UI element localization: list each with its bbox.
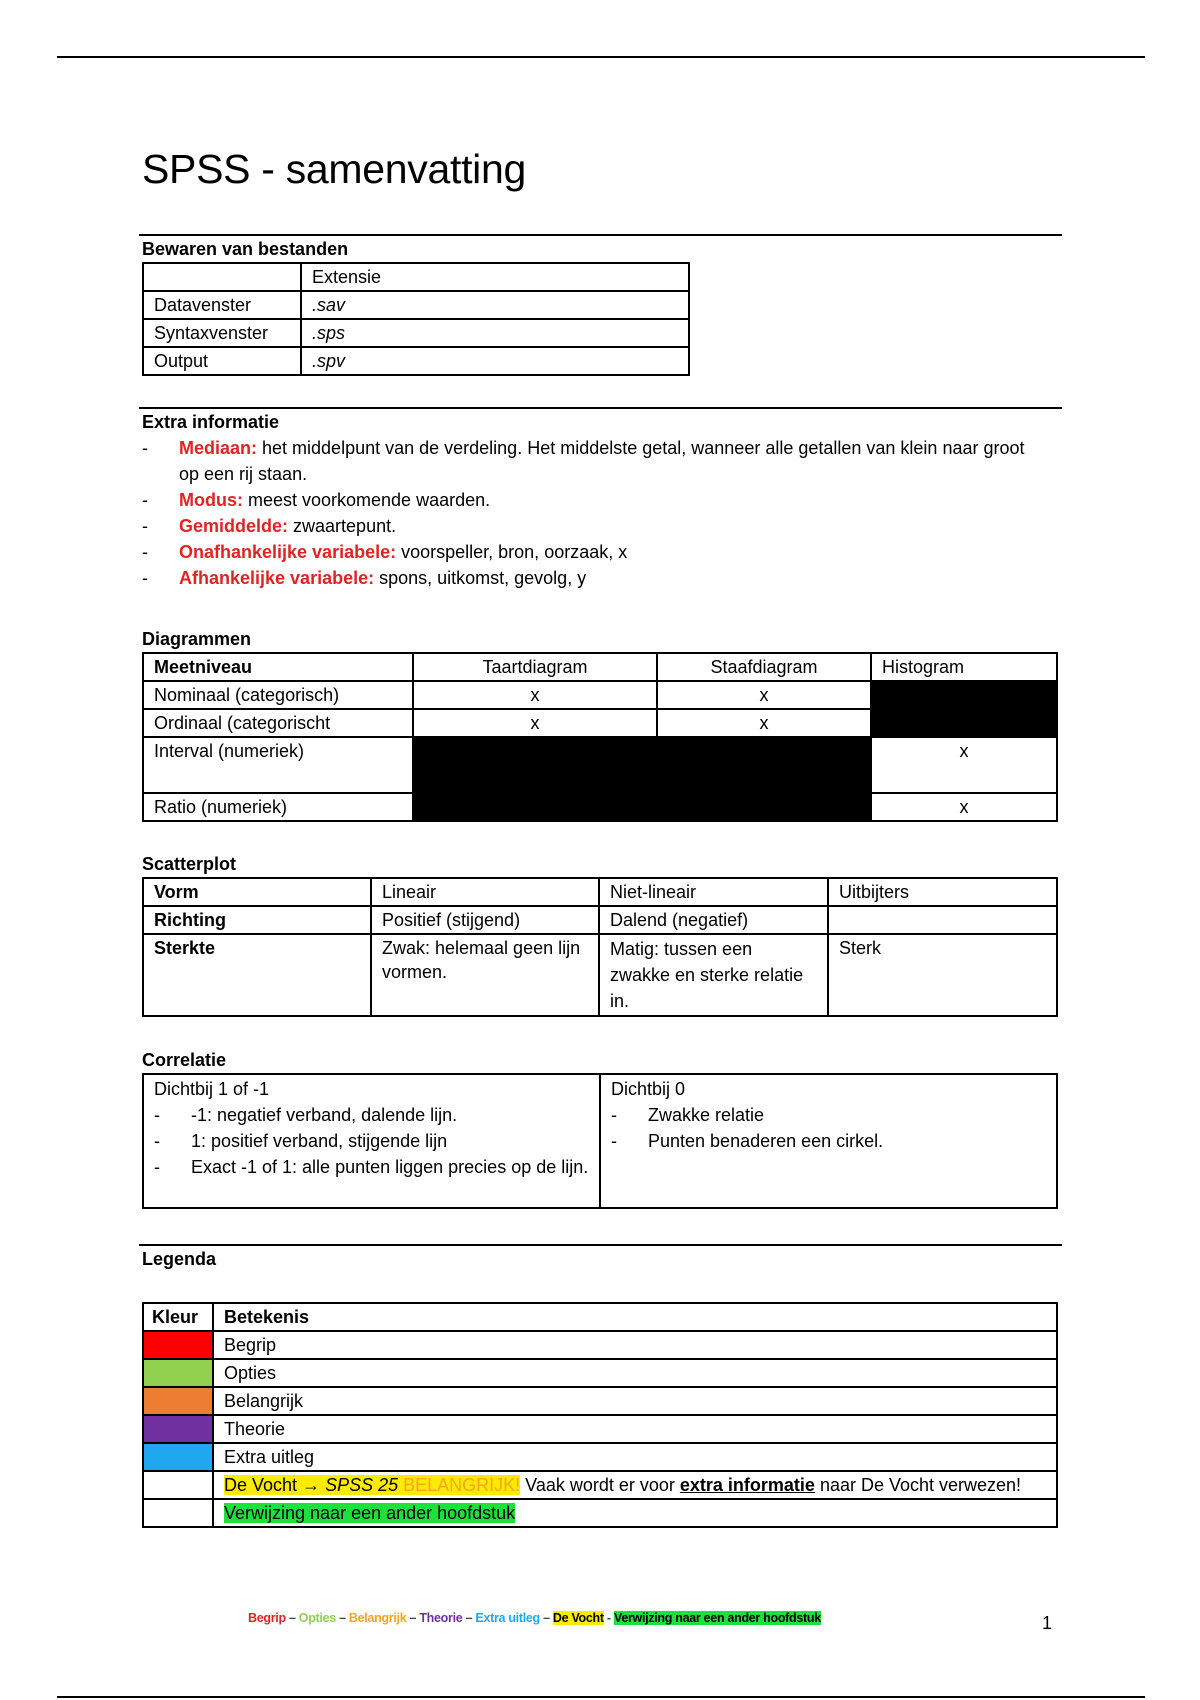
list-item — [142, 435, 1047, 487]
table-row — [143, 1387, 1057, 1415]
list-item — [142, 539, 1047, 565]
list-item — [142, 565, 1047, 591]
table-row — [143, 906, 1057, 934]
table-cell: Begrip — [213, 1331, 1057, 1359]
table-cell: Syntaxvenster — [143, 319, 301, 347]
table-cell: Ratio (numeriek) — [143, 793, 413, 821]
table-header: Extensie — [301, 263, 689, 291]
footer-separator: - — [603, 1611, 614, 1625]
footer-legend — [248, 1611, 918, 1625]
table-cell: Lineair — [371, 878, 599, 906]
footer-item-extra-uitleg: Extra uitleg — [475, 1611, 540, 1625]
table-row — [143, 1499, 1057, 1527]
term-description: spons, uitkomst, gevolg, y — [374, 568, 587, 588]
table-cell — [828, 906, 1057, 934]
table-cell: Vorm — [143, 878, 371, 906]
section-heading: Scatterplot — [142, 854, 237, 874]
cell-heading: Dichtbij 0 — [611, 1079, 686, 1099]
table-header: Meetniveau — [143, 653, 413, 681]
footer-separator: – — [406, 1611, 420, 1625]
color-swatch — [143, 1331, 213, 1359]
table-header: Taartdiagram — [413, 653, 657, 681]
table-cell: Nominaal (categorisch) — [143, 681, 413, 709]
table-cell: Theorie — [213, 1415, 1057, 1443]
table-row — [143, 1415, 1057, 1443]
list-item: - Punten benaderen een cirkel. — [611, 1128, 1046, 1154]
footer-item-begrip: Begrip — [248, 1611, 286, 1625]
table-cell: x — [657, 681, 871, 709]
table-header: Kleur — [143, 1303, 213, 1331]
term-description: voorspeller, bron, oorzaak, x — [396, 542, 628, 562]
vocht-emphasis: extra informatie — [679, 1475, 815, 1495]
table-cell — [143, 1074, 600, 1208]
table-cell: Extra uitleg — [213, 1443, 1057, 1471]
scatterplot-table — [142, 877, 1058, 1017]
table-cell: .spv — [301, 347, 689, 375]
list-item: - Exact -1 of 1: alle punten liggen precies op de lijn. — [154, 1154, 589, 1180]
blacked-cell — [413, 737, 871, 821]
table-cell: Sterkte — [143, 934, 371, 1016]
section-heading: Correlatie — [142, 1050, 227, 1070]
list-item — [142, 487, 1047, 513]
table-header: Betekenis — [213, 1303, 1057, 1331]
bewaren-table — [142, 262, 690, 376]
table-cell — [213, 1471, 1057, 1499]
footer-item-verwijzing: Verwijzing naar een ander hoofdstuk — [613, 1611, 821, 1625]
footer-item-vocht: De Vocht — [552, 1611, 604, 1625]
table-row — [143, 1303, 1057, 1331]
table-row — [143, 1074, 1057, 1208]
section-heading: Extra informatie — [142, 412, 280, 432]
list-item — [142, 513, 1047, 539]
table-cell — [600, 1074, 1057, 1208]
footer-separator: – — [285, 1611, 299, 1625]
table-row — [143, 934, 1057, 1016]
table-cell: Positief (stijgend) — [371, 906, 599, 934]
table-cell: x — [413, 709, 657, 737]
table-row — [143, 681, 1057, 709]
color-swatch — [143, 1387, 213, 1415]
bullet-list — [154, 1102, 589, 1180]
term-description: het middelpunt van de verdeling. Het middelste getal, wanneer alle getallen van klein naar groot op een rij staan. — [179, 438, 1025, 484]
section-scatterplot — [142, 851, 1062, 1017]
table-cell: Niet-lineair — [599, 878, 828, 906]
term-label: Afhankelijke variabele: — [179, 568, 375, 588]
term-label: Onafhankelijke variabele: — [179, 542, 397, 562]
footer-separator: – — [335, 1611, 349, 1625]
term-description: zwaartepunt. — [288, 516, 397, 536]
table-cell: x — [413, 681, 657, 709]
term-label: Mediaan: — [179, 438, 258, 458]
table-cell: Sterk — [828, 934, 1057, 1016]
list-item: - 1: positief verband, stijgende lijn — [154, 1128, 589, 1154]
blacked-cell — [871, 681, 1057, 737]
page-top-rule — [57, 56, 1145, 58]
page-bottom-rule — [57, 1696, 1145, 1698]
term-label: Gemiddelde: — [179, 516, 289, 536]
section-heading: Legenda — [142, 1249, 217, 1269]
table-row — [143, 1443, 1057, 1471]
table-row — [143, 737, 1057, 793]
vocht-text-end: naar De Vocht verwezen! — [814, 1475, 1022, 1495]
table-cell: x — [871, 737, 1057, 793]
table-cell: .sav — [301, 291, 689, 319]
list-item: - Zwakke relatie — [611, 1102, 1046, 1128]
vocht-text: Vaak wordt er voor — [520, 1475, 680, 1495]
table-row — [143, 263, 689, 291]
table-cell: Interval (numeriek) — [143, 737, 413, 793]
table-cell: Uitbijters — [828, 878, 1057, 906]
footer-item-opties: Opties — [298, 1611, 336, 1625]
table-header: Staafdiagram — [657, 653, 871, 681]
table-cell: Richting — [143, 906, 371, 934]
footer-separator: – — [539, 1611, 553, 1625]
section-diagrammen — [142, 626, 1062, 822]
color-swatch — [143, 1443, 213, 1471]
table-cell: Datavenster — [143, 291, 301, 319]
bullet-list — [611, 1102, 1046, 1154]
table-cell: Opties — [213, 1359, 1057, 1387]
highlight-vocht: De Vocht → — [224, 1475, 326, 1495]
footer-item-belangrijk: Belangrijk — [348, 1611, 407, 1625]
table-cell — [213, 1499, 1057, 1527]
section-heading: Bewaren van bestanden — [142, 239, 349, 259]
table-cell: .sps — [301, 319, 689, 347]
table-cell: x — [657, 709, 871, 737]
correlatie-table — [142, 1073, 1058, 1209]
table-cell: Zwak: helemaal geen lijn vormen. — [371, 934, 599, 1016]
table-row — [143, 291, 689, 319]
table-row — [143, 653, 1057, 681]
page-title: SPSS - samenvatting — [142, 146, 526, 192]
color-swatch — [143, 1415, 213, 1443]
table-row — [143, 1359, 1057, 1387]
table-row — [143, 1331, 1057, 1359]
section-extra-informatie — [139, 407, 1062, 591]
footer-item-theorie: Theorie — [419, 1611, 463, 1625]
diagrammen-table — [142, 652, 1058, 822]
belangrijk-label: BELANGRIJK! — [398, 1475, 521, 1495]
section-correlatie — [142, 1047, 1062, 1209]
table-cell: Belangrijk — [213, 1387, 1057, 1415]
section-heading: Diagrammen — [142, 629, 252, 649]
highlight-verwijzing: Verwijzing naar een ander hoofdstuk — [224, 1503, 516, 1523]
table-row — [143, 1471, 1057, 1499]
legenda-table — [142, 1302, 1058, 1528]
table-cell: Dalend (negatief) — [599, 906, 828, 934]
footer-separator: – — [462, 1611, 476, 1625]
section-bewaren — [139, 234, 1062, 376]
definition-list — [142, 435, 1047, 591]
list-item: - -1: negatief verband, dalende lijn. — [154, 1102, 589, 1128]
color-swatch — [143, 1359, 213, 1387]
table-row — [143, 319, 689, 347]
section-legenda — [139, 1244, 1062, 1272]
cell-heading: Dichtbij 1 of -1 — [154, 1079, 270, 1099]
table-cell: Output — [143, 347, 301, 375]
table-cell: Ordinaal (categorischt — [143, 709, 413, 737]
table-cell: x — [871, 793, 1057, 821]
highlight-spss: SPSS 25 — [325, 1475, 399, 1495]
legenda-table-wrap — [142, 1302, 1062, 1528]
table-row — [143, 347, 689, 375]
table-row — [143, 878, 1057, 906]
table-cell: Matig: tussen een zwakke en sterke relatie in. — [599, 934, 828, 1016]
page-number: 1 — [1042, 1613, 1053, 1633]
term-description: meest voorkomende waarden. — [242, 490, 491, 510]
table-header: Histogram — [871, 653, 1057, 681]
term-label: Modus: — [179, 490, 243, 510]
